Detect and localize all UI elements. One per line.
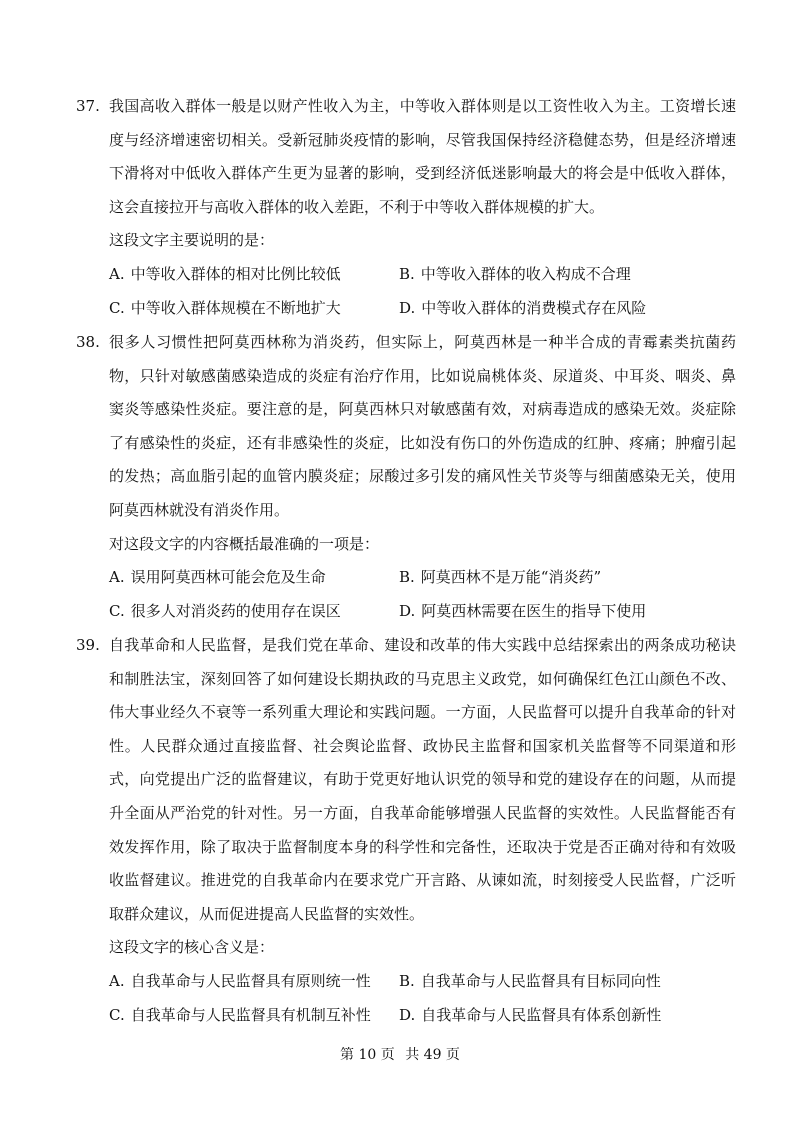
option-a[interactable] (109, 965, 399, 999)
option-text: 自我革命与人民监督具有体系创新性 (421, 1005, 662, 1024)
option-letter: C. (109, 601, 125, 620)
option-b[interactable] (399, 258, 739, 292)
question-37 (76, 90, 736, 325)
option-text: 自我革命与人民监督具有目标同向性 (420, 971, 661, 990)
options-group (109, 561, 736, 628)
option-text: 中等收入群体的收入构成不合理 (420, 264, 631, 283)
option-letter: B. (399, 971, 415, 990)
page-number: 第 10 页 (340, 1047, 395, 1063)
question-stem: 我国高收入群体一般是以财产性收入为主，中等收入群体则是以工资性收入为主。工资增长速度与经济增速密切相关。受新冠肺炎疫情的影响，尽管我国保持经济稳健态势，但是经济增速下滑将对中低收入群体产生更为显著的影响，受到经济低迷影响最大的将会是中低收入群体，这会直接拉开与高收入群体的收入差距，不利于中等收入群体规模的扩大。 (109, 97, 736, 216)
question-prompt: 这段文字主要说明的是： (109, 231, 275, 250)
option-letter: A. (109, 264, 125, 283)
option-b[interactable] (399, 561, 739, 595)
option-text: 自我革命与人民监督具有原则统一性 (130, 971, 371, 990)
option-d[interactable] (399, 999, 739, 1033)
option-letter: B. (399, 264, 415, 283)
option-text: 中等收入群体的消费模式存在风险 (421, 298, 647, 317)
question-prompt: 对这段文字的内容概括最准确的一项是： (109, 534, 380, 553)
page-footer (0, 1044, 800, 1064)
option-c[interactable] (109, 595, 399, 629)
option-letter: A. (109, 971, 125, 990)
option-c[interactable] (109, 292, 399, 326)
option-d[interactable] (399, 292, 739, 326)
question-number: 37. (76, 97, 100, 115)
options-group (109, 258, 736, 325)
option-text: 很多人对消炎药的使用存在误区 (130, 601, 341, 620)
question-39 (76, 629, 736, 1032)
options-group (109, 965, 736, 1032)
question-number: 38. (76, 333, 100, 351)
option-a[interactable] (109, 561, 399, 595)
option-text: 阿莫西林需要在医生的指导下使用 (421, 601, 647, 620)
option-text: 自我革命与人民监督具有机制互补性 (130, 1005, 371, 1024)
option-letter: D. (399, 601, 416, 620)
option-a[interactable] (109, 258, 399, 292)
option-letter: C. (109, 298, 125, 317)
question-stem: 很多人习惯性把阿莫西林称为消炎药，但实际上，阿莫西林是一种半合成的青霉素类抗菌药物，只针对敏感菌感染造成的炎症有治疗作用，比如说扁桃体炎、尿道炎、中耳炎、咽炎、鼻窦炎等感染性炎症。要注意的是，阿莫西林只对敏感菌有效，对病毒造成的感染无效。炎症除了有感染性的炎症，还有非感染性的炎症，比如没有伤口的外伤造成的红肿、疼痛；肿瘤引起的发热；高血脂引起的血管内膜炎症；尿酸过多引发的痛风性关节炎等与细菌感染无关，使用阿莫西林就没有消炎作用。 (109, 333, 736, 519)
option-letter: D. (399, 298, 416, 317)
option-d[interactable] (399, 595, 739, 629)
option-b[interactable] (399, 965, 739, 999)
option-text: 误用阿莫西林可能会危及生命 (130, 568, 326, 587)
question-38 (76, 326, 736, 628)
option-text: 中等收入群体规模在不断地扩大 (130, 298, 341, 317)
page-total: 共 49 页 (405, 1047, 460, 1063)
option-text: 中等收入群体的相对比例比较低 (130, 264, 341, 283)
question-stem: 自我革命和人民监督，是我们党在革命、建设和改革的伟大实践中总结探索出的两条成功秘诀和制胜法宝，深刻回答了如何建设长期执政的马克思主义政党，如何确保红色江山颜色不改、伟大事业经久不衰等一系列重大理论和实践问题。一方面，人民监督可以提升自我革命的针对性。人民群众通过直接监督、社会舆论监督、政协民主监督和国家机关监督等不同渠道和形式，向党提出广泛的监督建议，有助于党更好地认识党的领导和党的建设存在的问题，从而提升全面从严治党的针对性。另一方面，自我革命能够增强人民监督的实效性。人民监督能否有效发挥作用，除了取决于监督制度本身的科学性和完备性，还取决于党是否正确对待和有效吸收监督建议。推进党的自我革命内在要求党广开言路、从谏如流，时刻接受人民监督，广泛听取群众建议，从而促进提高人民监督的实效性。 (109, 636, 736, 923)
option-letter: C. (109, 1005, 125, 1024)
question-number: 39. (76, 636, 100, 654)
option-c[interactable] (109, 999, 399, 1033)
option-letter: D. (399, 1005, 416, 1024)
option-letter: B. (399, 568, 415, 587)
option-text: 阿莫西林不是万能“消炎药” (420, 568, 602, 587)
question-prompt: 这段文字的核心含义是： (109, 938, 275, 957)
option-letter: A. (109, 568, 125, 587)
